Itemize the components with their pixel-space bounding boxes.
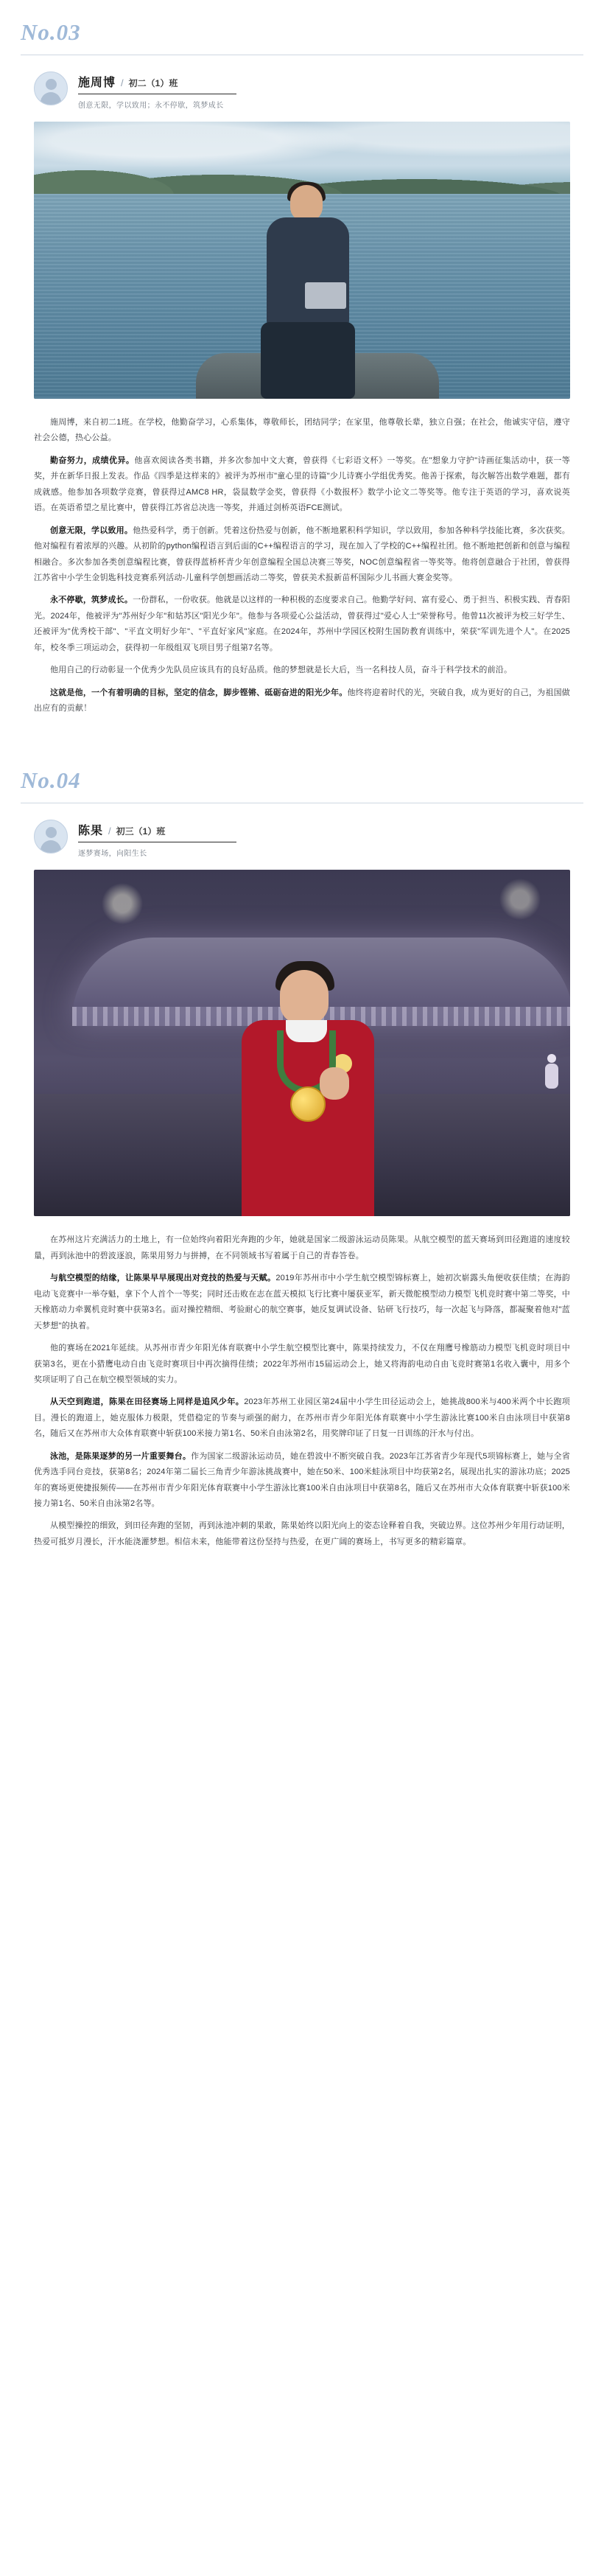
student-name: 陈果 <box>78 825 104 838</box>
section-header <box>0 0 604 50</box>
section-number: No.03 <box>21 19 81 45</box>
name-row <box>78 821 236 842</box>
student-name-card <box>34 820 604 858</box>
shirt-print <box>305 282 346 309</box>
student-name: 施周博 <box>78 77 116 89</box>
section-header <box>0 748 604 798</box>
student-class: 初三（1）班 <box>116 826 166 837</box>
paragraph: 从模型操控的细致，到田径奔跑的坚韧，再到泳池冲刺的果敢，陈果始终以阳光向上的姿态诠释着自我，突破边界。这位苏州少年用行动证明，热爱可抵岁月漫长，汗水能浇灌梦想。相信未来，他能带着这份坚持与热爱，在更广阔的赛场上，书写更多的精彩篇章。 <box>34 1521 570 1546</box>
name-block <box>78 820 236 858</box>
paragraph: 永不停歇，筑梦成长。一份群私，一份收获。他就是以这样的一种积极的态度要求自己。他勤学好问、富有爱心、勇于担当、积极实践、青春阳光。2024年，他被评为"苏州好少年"和姑苏区"阳光少年"。他参与各项爱心公益活动，曾获得过"爱心人士"荣誉称号。他曾11次被评为校三好学生、还被评为"优秀校干部"、"平直文明好少年"、"平直好家风"家庭。在2024年，苏州中学园区校附生国防教育训练中，荣获"军训先进个人"。在2025年，校冬季三项运动会，获得初一年级组双飞项目男子组第7名等。 <box>34 596 570 652</box>
student-name-card <box>34 71 604 110</box>
paragraph: 勤奋努力，成绩优异。他喜欢阅读各类书籍，并多次参加中文大赛，曾获得《七彩语文杯》一等奖。在"想象力守护"诗画征集活动中，获一等奖，并在新华日报上发表。作品《四季是这样来的》被评为苏州市"童心里的诗篇"少儿诗赛小学组优秀奖。他善于探索，每次解答出数学难题，都有成就感。他参加各项数学竞赛，曾获得过AMC8 HR，袋鼠数学金奖，曾获得《小数报杯》数学小论文二等奖等。他专注于英语的学习，喜欢说英语。在英语希望之星比赛中，曾获得江苏省总决选一等奖，并通过剑桥英语FCE测试。 <box>34 455 571 513</box>
user-avatar-icon <box>34 820 68 854</box>
paragraph: 在苏州这片充满活力的土地上，有一位始终向着阳光奔跑的少年，她就是国家二级游泳运动员陈果。从航空模型的蓝天赛场到田径跑道的速度较量，再到泳池中的碧波逐浪，陈果用努力与拼搏，在不同领域书写着属于自己的青春答卷。 <box>34 1235 570 1260</box>
section-gap <box>0 723 604 748</box>
figure-legs <box>261 322 355 399</box>
paragraph: 创意无限，学以致用。他热爱科学，勇于创新。凭着这份热爱与创新，他不断地累积科学知识，学以致用，参加各种科学技能比赛，多次获奖。他对编程有着浓厚的兴趣。从初阶的python编程语言到后面的C++编程语言的学习，现在加入了学校的C++编程社团。他不断地把创新和创意与编程相融合。多次参加各类创意编程比赛，曾获得蓝桥杯青少年创意编程全国总决赛三等奖，NOC创意编程省一等奖等。他将创意融合于社团，曾获得江苏省中小学生金钥匙科技竞赛系列活动-儿童科学创想画活动二等奖，曾获美术报新苗杯国际少儿书画大赛金奖等。 <box>34 526 570 582</box>
student-figure <box>209 957 408 1216</box>
paragraph: 与航空模型的结缘，让陈果早早展现出对竞技的热爱与天赋。2019年苏州市中小学生航空模型锦标赛上，她初次崭露头角便收获佳绩；在海韵电动飞竞赛中一举夺魁，拿下个人首个一等奖；同时还击败在志在蓝天模拟飞行比赛中屡获亚军，新天微舵模型动力模型飞机竞时赛中第二等奖，中天橡筋动力牵翼机竞时赛中获第3名。面对操控精细、考验耐心的航空赛事，她反复调试设备、钻研飞行技巧，每一次起飞与降落，都凝聚着他对"蓝天梦想"的执着。 <box>34 1274 570 1330</box>
paragraph: 他用自己的行动彰显一个优秀少先队员应该具有的良好品质。他的梦想就是长大后，当一名科技人员，奋斗于科学技术的前沿。 <box>50 666 513 675</box>
student-photo <box>34 122 570 399</box>
section-body-text <box>34 415 570 716</box>
slash-separator-icon: / <box>108 825 111 837</box>
figure-head <box>280 970 329 1025</box>
section-body-text <box>34 1232 570 1550</box>
paragraph: 施周博，来自初二1班。在学校，他勤奋学习，心系集体，尊敬师长，团结同学；在家里，他尊敬长辈，独立自强；在社会，他诚实守信，遵守社会公德，热心公益。 <box>34 418 570 443</box>
student-figure <box>249 185 367 399</box>
student-motto: 创意无限，学以致用；永不停歇，筑梦成长 <box>78 102 224 110</box>
student-motto: 逐梦赛场，向阳生长 <box>78 850 147 859</box>
section-no-04 <box>0 748 604 1550</box>
name-row <box>78 73 236 94</box>
section-number: No.04 <box>21 767 81 794</box>
slash-separator-icon: / <box>121 77 124 88</box>
name-block <box>78 71 236 110</box>
paragraph: 这就是他，一个有着明确的目标，坚定的信念，脚步铿锵、砥砺奋进的阳光少年。他终将迎着时代的光，突破自我，成为更好的自己，为祖国做出应有的贡献！ <box>34 688 570 713</box>
user-avatar-icon <box>34 71 68 105</box>
paragraph: 他的赛场在2021年延续。从苏州市青少年阳光体育联赛中小学生航空模型比赛中，陈果持续发力，不仅在翔鹰号橡筋动力模型飞机竞时项目中获第3名，更在小猎鹰电动自由飞竞时赛项目中再次摘得佳绩；2022年苏州市15届运动会上，她又将海韵电动自由飞竞时赛第1名收入囊中，用多个奖项证明了自己在航空模型领域的实力。 <box>34 1344 570 1384</box>
paragraph: 从天空到跑道，陈果在田径赛场上同样是追风少年。2023年苏州工业园区第24届中小学生田径运动会上，她挑战800米与400米两个中长跑项目。漫长的跑道上，她克服体力极限，凭借稳定的节奏与顽强的耐力，在苏州市青少年阳光体育联赛中小学生游泳比赛100米自由泳项目中获第8名，随后又在苏州市大众体育联赛中斩获100米接力第1名、50米自由泳第2名，用奖牌印证了日复一日训练的汗水与付出。 <box>34 1397 570 1439</box>
background-person <box>542 1054 561 1098</box>
student-photo <box>34 870 570 1216</box>
paragraph: 泳池，是陈果逐梦的另一片重要舞台。作为国家二级游泳运动员，她在碧波中不断突破自我。2023年江苏省青少年现代5项锦标赛上，她与全省优秀选手同台竞技，获第8名；2024年第二届长三角青少年游泳挑战赛中，她在50米、100米蛙泳项目中均获第2名，展现出扎实的游泳功底；2025年的赛场更使捷报频传——在苏州市青少年阳光体育联赛中小学生游泳比赛100米自由泳项目中获第8名，随后又在苏州市大众体育联赛中斩获100米接力第1名、50米自由泳第2名等。 <box>34 1451 570 1508</box>
student-class: 初二（1）班 <box>128 78 178 88</box>
figure-hand <box>320 1067 349 1100</box>
section-no-03 <box>0 0 604 716</box>
figure-head <box>290 185 323 222</box>
figure-shirt <box>267 217 349 328</box>
